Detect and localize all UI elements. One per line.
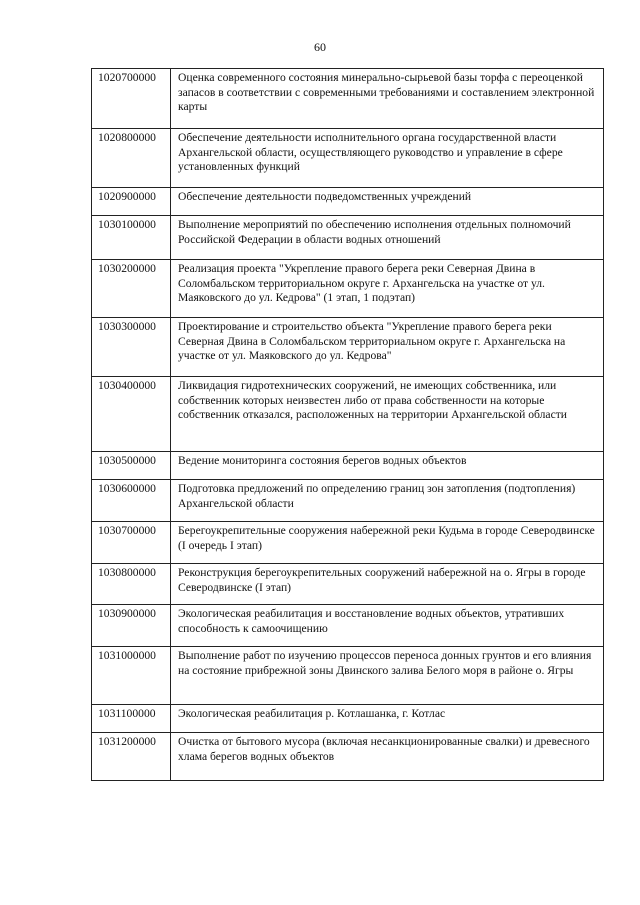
page-number: 60 <box>314 40 326 54</box>
description-cell: Выполнение работ по изучению процессов переноса донных грунтов и его влияния на состояние прибрежной зоны Двинского залива Белого моря в районе о. Ягры <box>171 647 604 705</box>
code-cell: 1030900000 <box>92 605 171 647</box>
description-cell: Оценка современного состояния минерально-сырьевой базы торфа с переоценкой запасов в соответствии с современными требованиями и составлением электронной карты <box>171 69 604 129</box>
table-row <box>92 377 604 452</box>
code-cell: 1030400000 <box>92 377 171 452</box>
description-cell: Берегоукрепительные сооружения набережной реки Кудьма в городе Северодвинске (I очередь I этап) <box>171 522 604 564</box>
code-cell: 1020700000 <box>92 69 171 129</box>
code-cell: 1030600000 <box>92 480 171 522</box>
description-cell: Экологическая реабилитация и восстановление водных объектов, утративших способность к самоочищению <box>171 605 604 647</box>
description-cell: Ликвидация гидротехнических сооружений, не имеющих собственника, или собственник которых неизвестен либо от права собственности на которые собственник отказался, расположенных на территории Архангельской области <box>171 377 604 452</box>
description-cell: Подготовка предложений по определению границ зон затопления (подтопления) Архангельской области <box>171 480 604 522</box>
description-cell: Реконструкция берегоукрепительных сооружений набережной на о. Ягры в городе Северодвинске (I этап) <box>171 564 604 605</box>
table-row <box>92 260 604 318</box>
description-cell: Обеспечение деятельности подведомственных учреждений <box>171 188 604 216</box>
description-cell: Ведение мониторинга состояния берегов водных объектов <box>171 452 604 480</box>
table-row <box>92 318 604 377</box>
table-row <box>92 705 604 733</box>
code-cell: 1030800000 <box>92 564 171 605</box>
classification-table <box>91 68 604 781</box>
code-cell: 1030500000 <box>92 452 171 480</box>
code-cell: 1020800000 <box>92 129 171 188</box>
description-cell: Экологическая реабилитация р. Котлашанка, г. Котлас <box>171 705 604 733</box>
description-cell: Проектирование и строительство объекта "Укрепление правого берега реки Северная Двина в Соломбальском территориальном округе г. Архангельска на участке от ул. Маяковского до ул. Кедрова" <box>171 318 604 377</box>
description-cell: Обеспечение деятельности исполнительного органа государственной власти Архангельской области, осуществляющего руководство и управление в сфере установленных функций <box>171 129 604 188</box>
table-row <box>92 480 604 522</box>
code-cell: 1030100000 <box>92 216 171 260</box>
code-cell: 1030200000 <box>92 260 171 318</box>
code-cell: 1031100000 <box>92 705 171 733</box>
code-cell: 1030700000 <box>92 522 171 564</box>
table-row <box>92 129 604 188</box>
table-row <box>92 605 604 647</box>
description-cell: Выполнение мероприятий по обеспечению исполнения отдельных полномочий Российской Федерации в области водных отношений <box>171 216 604 260</box>
table-row <box>92 647 604 705</box>
table-row <box>92 564 604 605</box>
table-row <box>92 216 604 260</box>
code-cell: 1030300000 <box>92 318 171 377</box>
description-cell: Реализация проекта "Укрепление правого берега реки Северная Двина в Соломбальском территориальном округе г. Архангельска на участке от ул. Маяковского до ул. Кедрова" (1 этап, 1 подэтап) <box>171 260 604 318</box>
table-row <box>92 522 604 564</box>
description-cell: Очистка от бытового мусора (включая несанкционированные свалки) и древесного хлама берегов водных объектов <box>171 733 604 781</box>
table-row <box>92 733 604 781</box>
table-row <box>92 452 604 480</box>
table-row <box>92 188 604 216</box>
table-row <box>92 69 604 129</box>
code-cell: 1031000000 <box>92 647 171 705</box>
code-cell: 1031200000 <box>92 733 171 781</box>
code-cell: 1020900000 <box>92 188 171 216</box>
